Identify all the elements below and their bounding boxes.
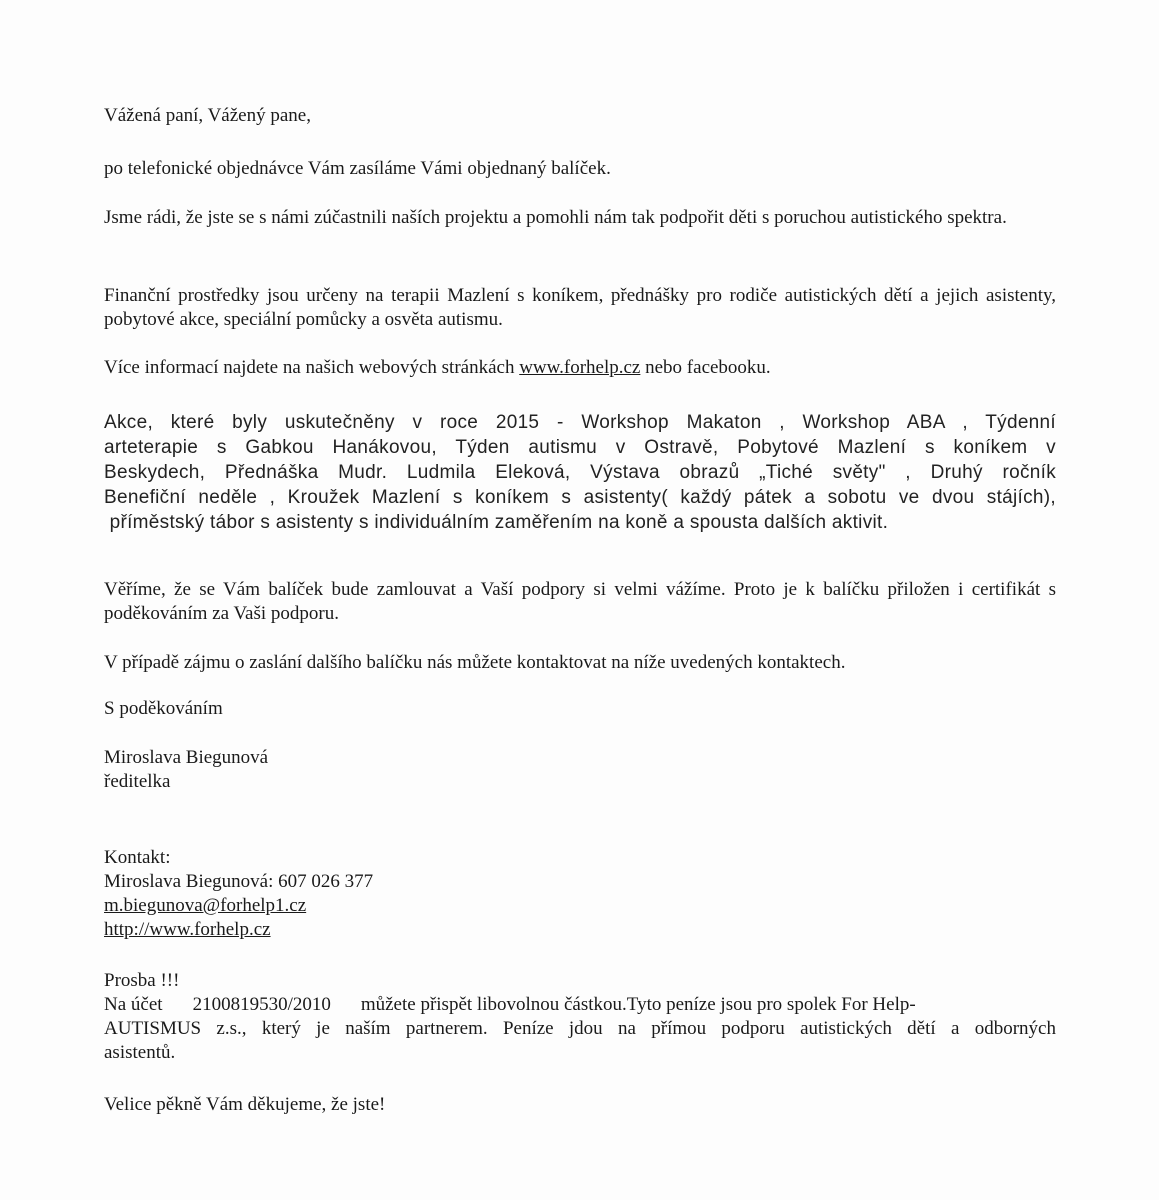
contact-email-link[interactable]: m.biegunova@forhelp1.cz [104, 895, 307, 916]
events-line-5: příměstský tábor s asistenty s individuálním zaměřením na koně a spousta dalších aktivit. [104, 512, 889, 533]
request-line-2: AUTISMUS z.s., který je naším partnerem. Peníze jdou na přímou podporu autistických dětí a odborných [104, 1018, 1056, 1039]
contact-person-phone: Miroslava Biegunová: 607 026 377 [104, 871, 374, 892]
intro-paragraph: po telefonické objednávce Vám zasíláme Vámi objednaný balíček. [104, 158, 611, 179]
request-line-1 [104, 993, 1056, 1017]
info-prefix: Více informací najdete na našich webových stránkách [104, 357, 520, 378]
signer-title: ředitelka [104, 771, 171, 792]
request-block [104, 969, 1056, 1065]
signature-block [104, 746, 1056, 794]
account-number: 2100819530/2010 [192, 994, 331, 1015]
package-paragraph: Věříme, že se Vám balíček bude zamlouvat a Vaší podpory si velmi vážíme. Proto je k balíčku přiložen i certifikát s poděkováním za Vaši podporu. [104, 579, 1056, 624]
contact-website-link[interactable]: http://www.forhelp.cz [104, 919, 271, 940]
events-paragraph [104, 410, 1056, 535]
events-line-2: arteterapie s Gabkou Hanákovou, Týden autismu v Ostravě, Pobytové Mazlení s koníkem v [104, 437, 1056, 458]
contact-heading: Kontakt: [104, 847, 171, 868]
info-paragraph [104, 356, 1056, 380]
events-line-3: Beskydech, Přednáška Mudr. Ludmila Eleková, Výstava obrazů „Tiché světy" , Druhý ročník [104, 462, 1056, 483]
thanks-paragraph: Jsme rádi, že jste se s námi zúčastnili naších projektu a pomohli nám tak podpořit děti s poruchou autistického spektra. [104, 207, 1007, 228]
contact-offer-paragraph: V případě zájmu o zaslání dalšího balíčku nás můžete kontaktovat na níže uvedených kontaktech. [104, 652, 846, 673]
website-link-inline[interactable]: www.forhelp.cz [519, 357, 641, 378]
request-line-1-rest: můžete přispět libovolnou částkou.Tyto peníze jsou pro spolek For Help- [360, 994, 916, 1015]
funds-paragraph: Finanční prostředky jsou určeny na terapii Mazlení s koníkem, přednášky pro rodiče autistických dětí a jejich asistenty, pobytové akce, speciální pomůcky a osvěta autismu. [104, 285, 1056, 330]
events-line-1: Akce, které byly uskutečněny v roce 2015 - Workshop Makaton , Workshop ABA , Týdenní [104, 412, 1056, 433]
contact-block [104, 846, 1056, 942]
request-heading: Prosba !!! [104, 970, 180, 991]
greeting: Vážená paní, Vážený pane, [104, 105, 311, 126]
request-line-3: asistentů. [104, 1042, 176, 1063]
closing: S poděkováním [104, 698, 223, 719]
account-label: Na účet [104, 994, 163, 1015]
events-line-4: Benefiční neděle , Kroužek Mazlení s koníkem s asistenty( každý pátek a sobotu ve dvou stájích), [104, 487, 1056, 508]
info-suffix: nebo facebooku. [640, 357, 771, 378]
final-thanks: Velice pěkně Vám děkujeme, že jste! [104, 1094, 386, 1115]
signer-name: Miroslava Biegunová [104, 747, 269, 768]
